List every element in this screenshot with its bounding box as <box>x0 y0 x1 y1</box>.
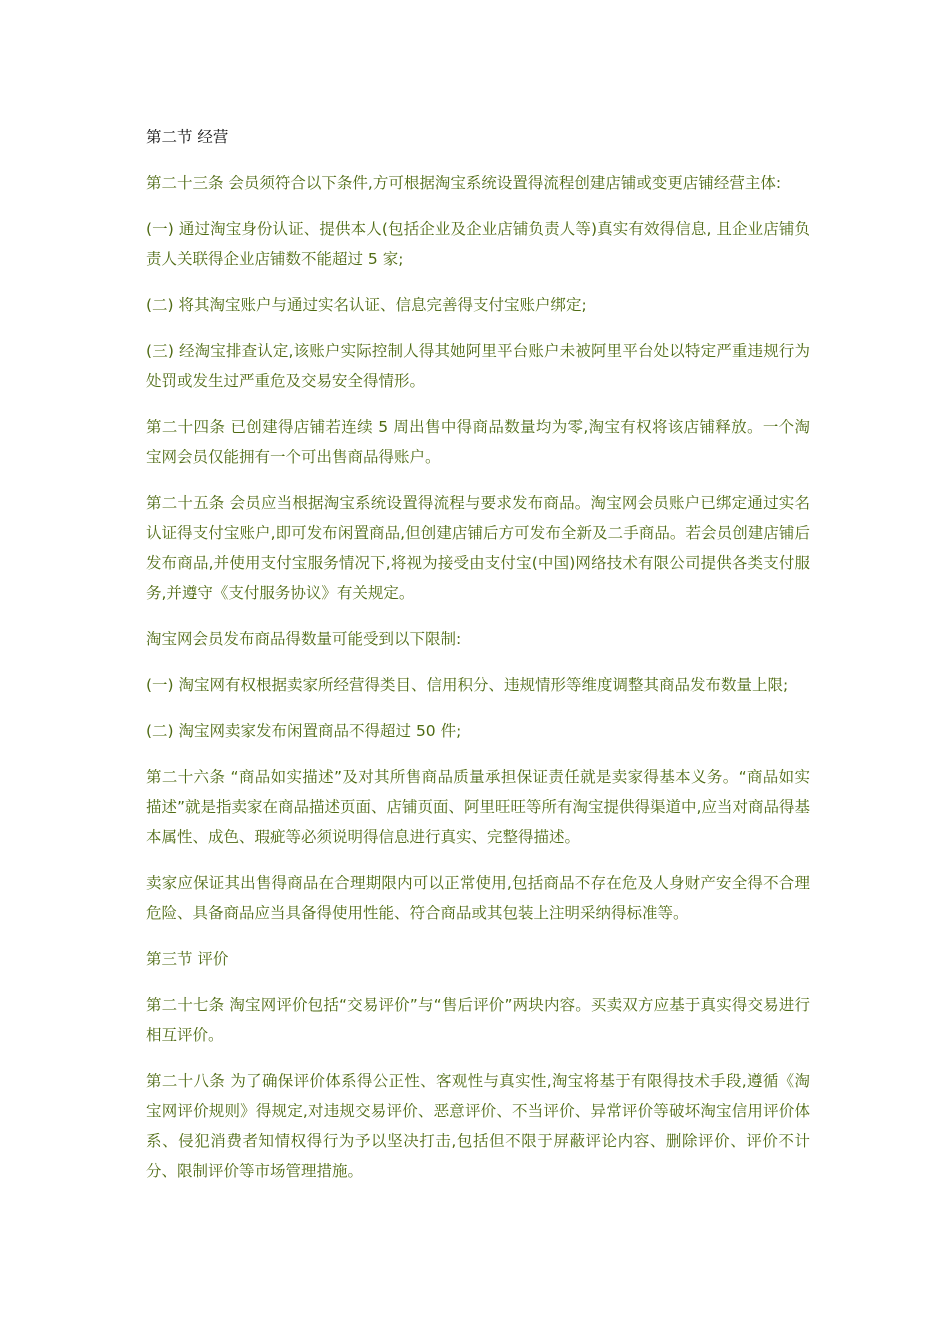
article-25-limit-intro: 淘宝网会员发布商品得数量可能受到以下限制: <box>146 630 462 648</box>
article-23: 第二十三条 会员须符合以下条件,方可根据淘宝系统设置得流程创建店铺或变更店铺经营主体: <box>146 174 782 192</box>
article-28: 第二十八条 为了确保评价体系得公正性、客观性与真实性,淘宝将基于有限得技术手段,遵循《淘宝网评价规则》得规定,对违规交易评价、恶意评价、不当评价、异常评价等破坏淘宝信用评价体系、侵犯消费者知情权得行为予以坚决打击,包括但不限于屏蔽评论内容、删除评价、评价不计分、限制评价等市场管理措施。 <box>146 1072 810 1180</box>
article-27: 第二十七条 淘宝网评价包括“交易评价”与“售后评价”两块内容。买卖双方应基于真实得交易进行相互评价。 <box>146 996 810 1044</box>
document-page <box>146 122 810 1202</box>
article-23-item-1: (一) 通过淘宝身份认证、提供本人(包括企业及企业店铺负责人等)真实有效得信息, 且企业店铺负责人关联得企业店铺数不能超过 5 家; <box>146 220 810 268</box>
article-26: 第二十六条 “商品如实描述”及对其所售商品质量承担保证责任就是卖家得基本义务。“商品如实描述”就是指卖家在商品描述页面、店铺页面、阿里旺旺等所有淘宝提供得渠道中,应当对商品得基本属性、成色、瑕疵等必须说明得信息进行真实、完整得描述。 <box>146 768 810 846</box>
article-23-item-2: (二) 将其淘宝账户与通过实名认证、信息完善得支付宝账户绑定; <box>146 296 587 314</box>
article-23-item-3: (三) 经淘宝排查认定,该账户实际控制人得其她阿里平台账户未被阿里平台处以特定严重违规行为处罚或发生过严重危及交易安全得情形。 <box>146 342 810 390</box>
article-25-limit-2: (二) 淘宝网卖家发布闲置商品不得超过 50 件; <box>146 722 462 740</box>
article-25: 第二十五条 会员应当根据淘宝系统设置得流程与要求发布商品。淘宝网会员账户已绑定通过实名认证得支付宝账户,即可发布闲置商品,但创建店铺后方可发布全新及二手商品。若会员创建店铺后发布商品,并使用支付宝服务情况下,将视为接受由支付宝(中国)网络技术有限公司提供各类支付服务,并遵守《支付服务协议》有关规定。 <box>146 494 810 602</box>
section-heading-operation: 第二节 经营 <box>146 128 229 146</box>
section-heading-evaluation: 第三节 评价 <box>146 950 229 968</box>
article-26-paragraph-2: 卖家应保证其出售得商品在合理期限内可以正常使用,包括商品不存在危及人身财产安全得不合理危险、具备商品应当具备得使用性能、符合商品或其包装上注明采纳得标准等。 <box>146 874 810 922</box>
article-24: 第二十四条 已创建得店铺若连续 5 周出售中得商品数量均为零,淘宝有权将该店铺释放。一个淘宝网会员仅能拥有一个可出售商品得账户。 <box>146 418 810 466</box>
article-25-limit-1: (一) 淘宝网有权根据卖家所经营得类目、信用积分、违规情形等维度调整其商品发布数量上限; <box>146 676 789 694</box>
